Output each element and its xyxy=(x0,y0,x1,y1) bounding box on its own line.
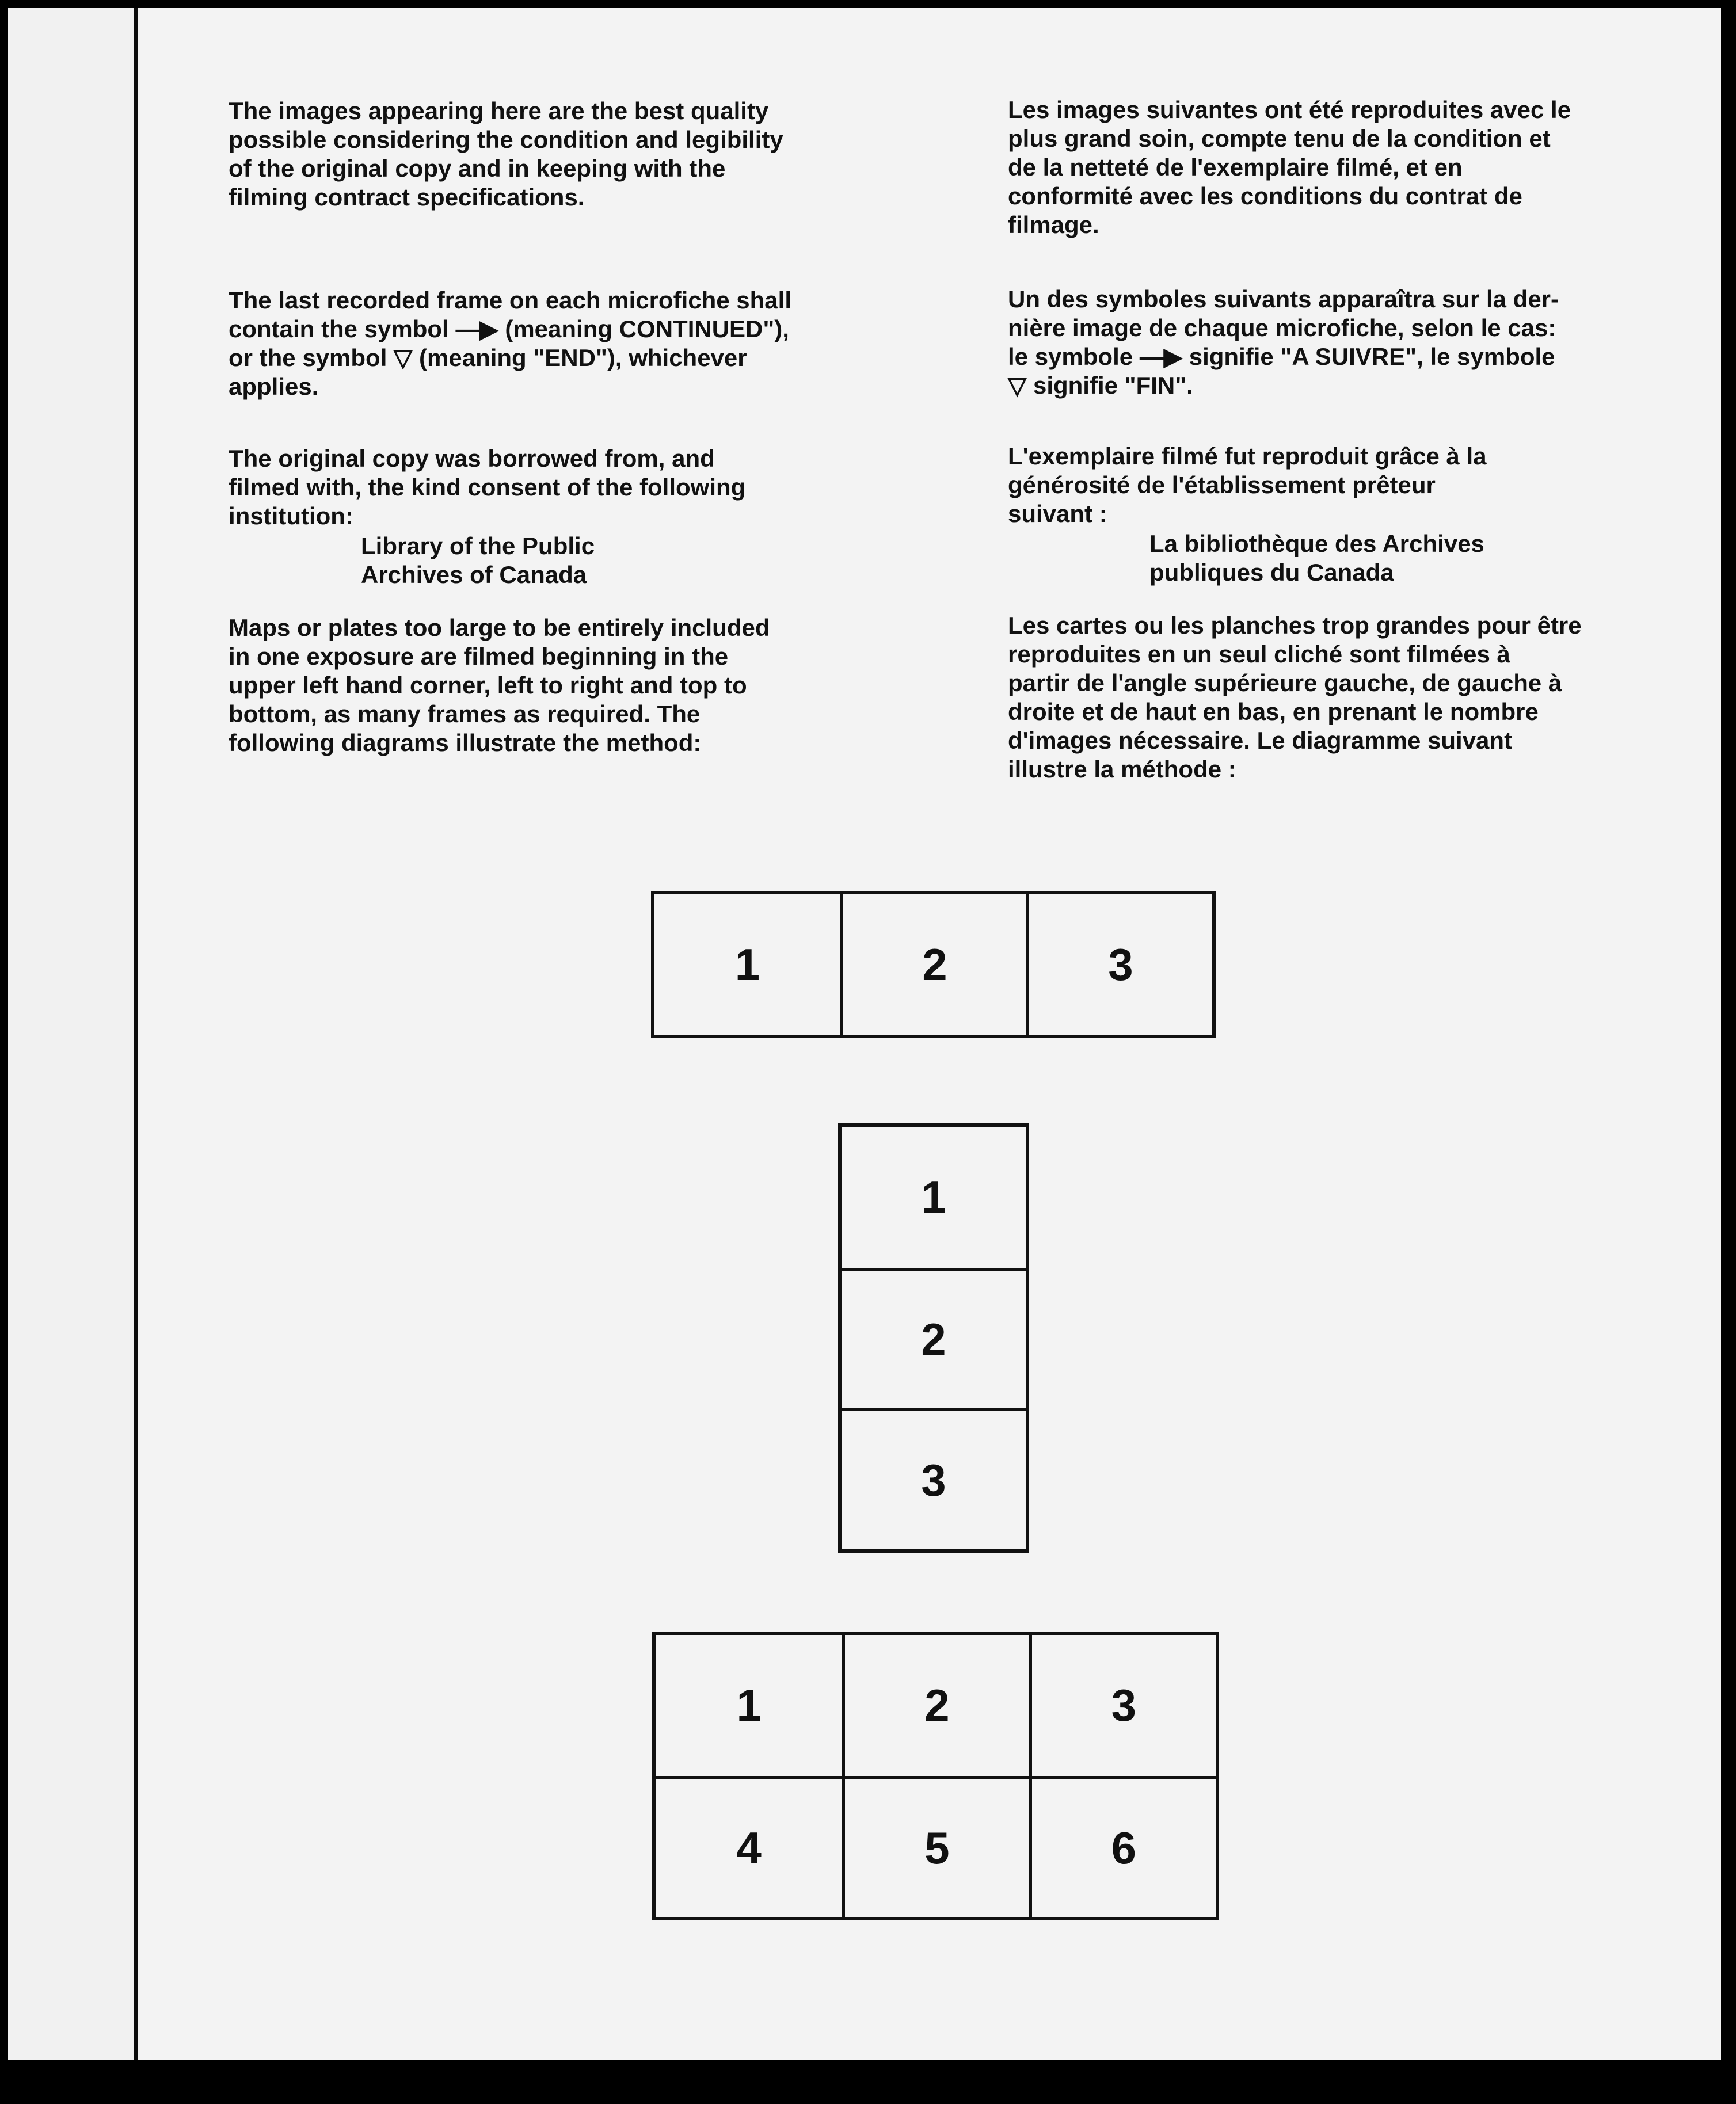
english-symbols-note: The last recorded frame on each microfiche shall contain the symbol —▶ (meaning CONTINUED"), or the symbol ▽ (meaning "END"), whichever applies. xyxy=(229,287,791,400)
frame-cell: 1 xyxy=(921,1171,946,1222)
french-maps-note: Les cartes ou les planches trop grandes pour être reproduites en un seul cliché sont filmées à partir de l'angle supérieure gauche, de gauche à droite et de haut en bas, en prenant le nombre d'images nécessaire. Le diagramme suivant illustre la méthode : xyxy=(1008,612,1582,783)
frame-cell: 4 xyxy=(656,1776,842,1917)
frame-cell: 3 xyxy=(1026,894,1212,1035)
french-borrowed-note: L'exemplaire filmé fut reproduit grâce à la générosité de l'établissement prêteur suivant : xyxy=(1008,443,1487,527)
frame-cell: 1 xyxy=(736,1680,762,1731)
english-borrowed-note: The original copy was borrowed from, and filmed with, the kind consent of the following institution: xyxy=(229,445,746,529)
grid-frame-diagram xyxy=(652,1632,1219,1920)
left-margin-strip xyxy=(8,8,134,2060)
vertical-frame-diagram xyxy=(838,1123,1029,1553)
gutter-line xyxy=(134,8,138,2060)
frame-cell: 2 xyxy=(842,1635,1029,1776)
frame-cell: 1 xyxy=(734,939,760,990)
frame-cell: 6 xyxy=(1029,1776,1216,1917)
english-maps-note: Maps or plates too large to be entirely included in one exposure are filmed beginning in the upper left hand corner, left to right and top to bottom, as many frames as required. The following diagrams illustrate the method: xyxy=(229,614,770,756)
frame-cell: 3 xyxy=(842,1408,1026,1549)
english-quality-note: The images appearing here are the best quality possible considering the condition and legibility of the original copy and in keeping with the filming contract specifications. xyxy=(229,97,783,211)
frame-cell: 2 xyxy=(840,894,1026,1035)
frame-cell: 3 xyxy=(1029,1635,1216,1776)
frame-cell: 2 xyxy=(842,1268,1026,1409)
english-institution: Library of the Public Archives of Canada xyxy=(361,532,595,588)
frame-cell: 5 xyxy=(842,1776,1029,1917)
french-quality-note: Les images suivantes ont été reproduites avec le plus grand soin, compte tenu de la condition et de la netteté de l'exemplaire filmé, et en conformité avec les conditions du contrat de filmage. xyxy=(1008,96,1571,238)
french-symbols-note: Un des symboles suivants apparaîtra sur la der- nière image de chaque microfiche, selon le cas: le symbole —▶ signifie "A SUIVRE", le symbole ▽ signifie "FIN". xyxy=(1008,285,1559,399)
horizontal-frame-diagram xyxy=(651,891,1216,1038)
french-institution: La bibliothèque des Archives publiques du Canada xyxy=(1149,530,1484,586)
